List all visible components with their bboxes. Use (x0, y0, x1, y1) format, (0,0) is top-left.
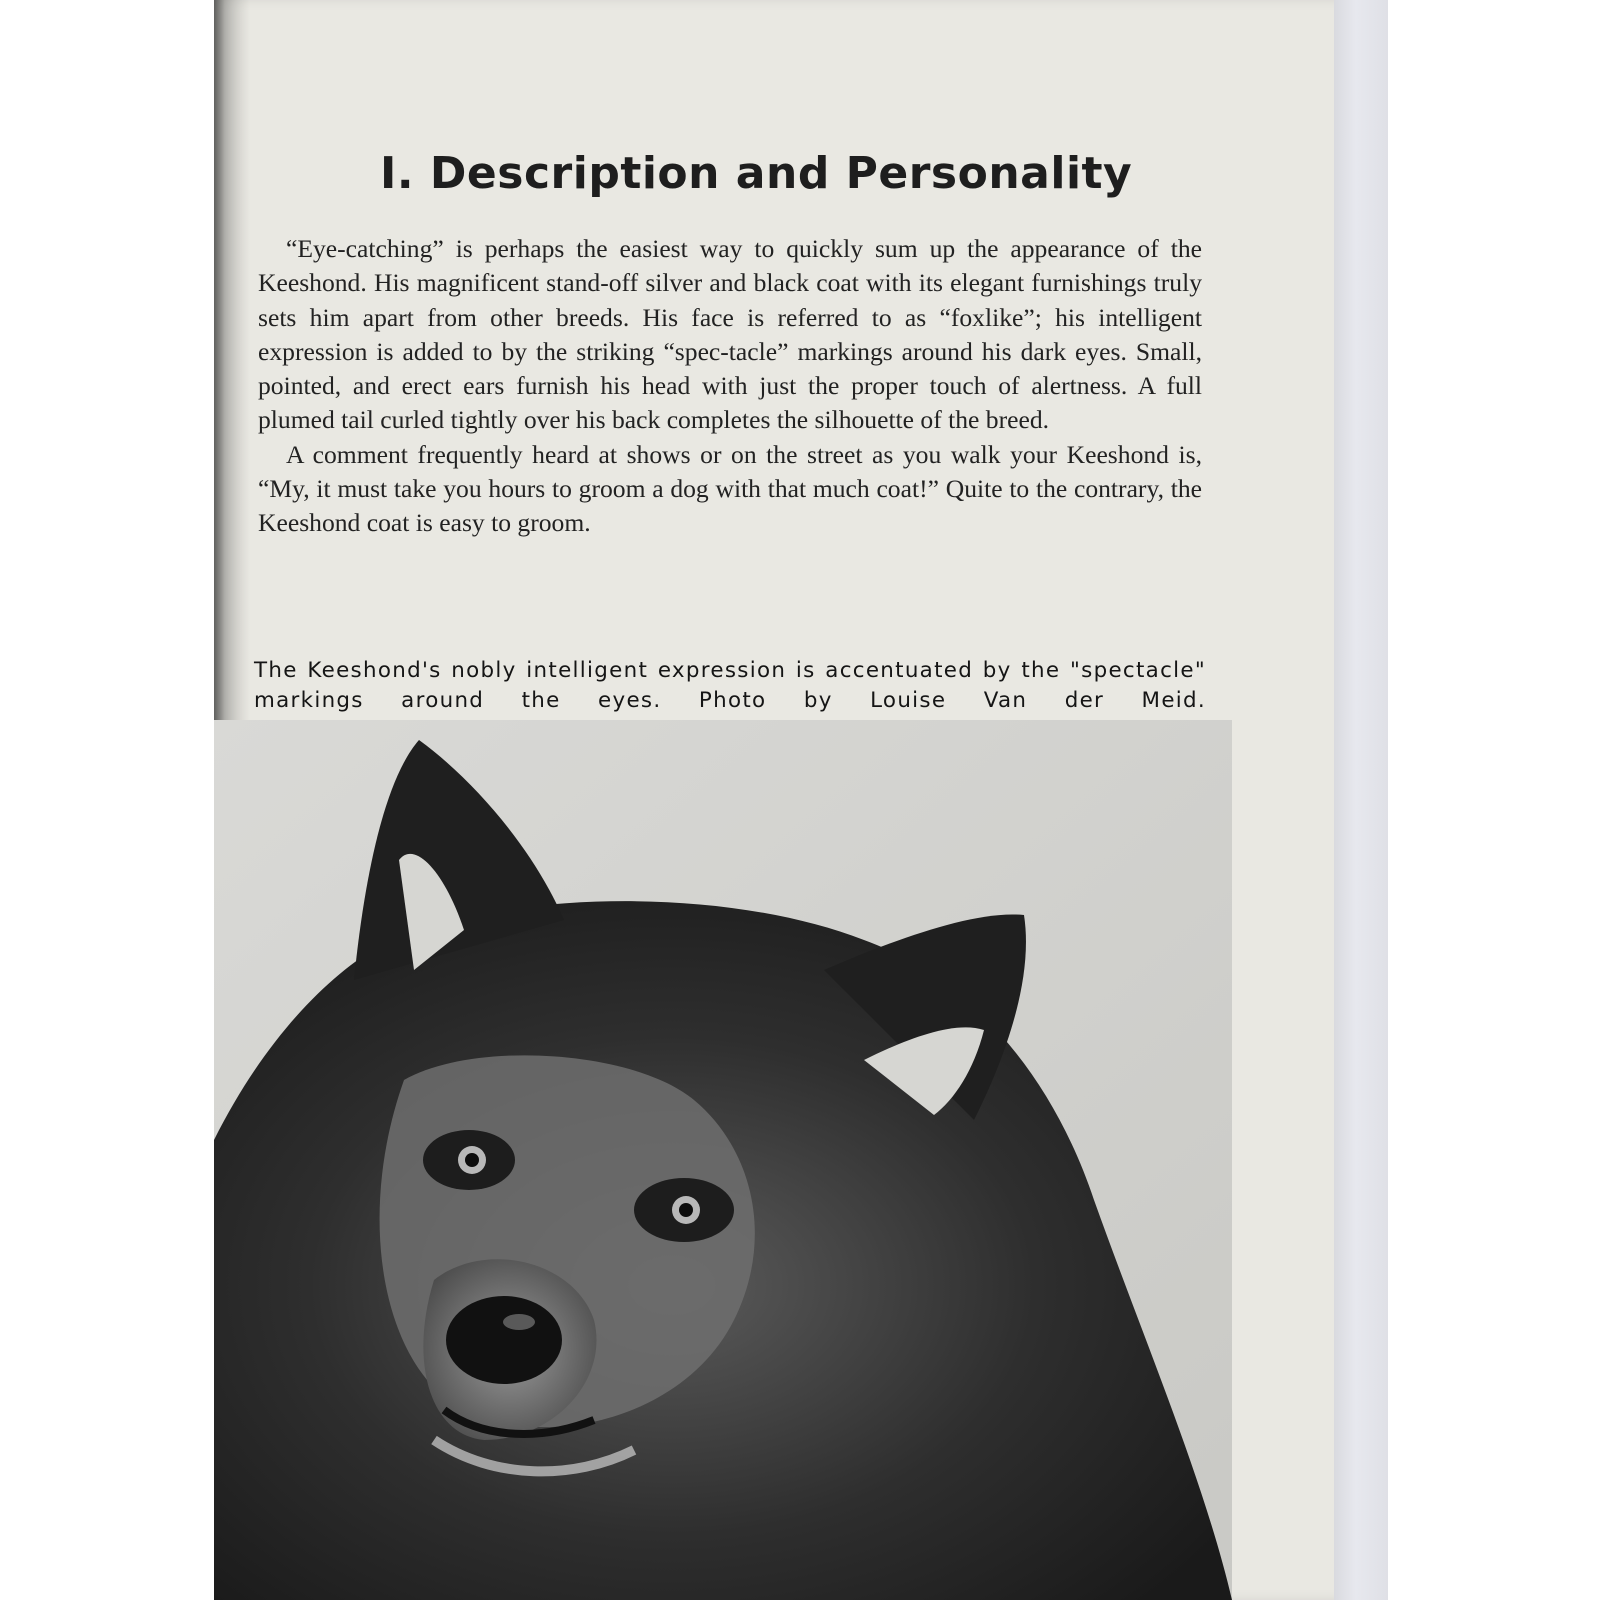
body-paragraph-1: “Eye-catching” is perhaps the easiest way to quickly sum up the appearance of the Keeshond. His magnificent stand-off silver and black coat with its elegant furnishings truly sets him apart from other breeds. His face is referred to as “foxlike”; his intelligent expression is added to by the striking “spec-tacle” markings around his dark eyes. Small, pointed, and erect ears furnish his head with just the proper touch of alertness. A full plumed tail curled tightly over his back completes the silhouette of the breed. (258, 234, 1202, 435)
photo-caption: The Keeshond's nobly intelligent expression is accentuated by the "spectacle" markings around the eyes. Photo by Louise Van der Meid. (254, 658, 1206, 713)
body-text (258, 232, 1202, 541)
keeshond-illustration (214, 720, 1232, 1600)
body-paragraph-2: A comment frequently heard at shows or on the street as you walk your Keeshond is, “My, it must take you hours to groom a dog with that much coat!” Quite to the contrary, the Keeshond coat is easy to groom. (258, 439, 1202, 538)
chapter-title: I. Description and Personality (380, 148, 1133, 199)
cover-edge (1334, 0, 1388, 1600)
keeshond-photo (214, 720, 1232, 1600)
